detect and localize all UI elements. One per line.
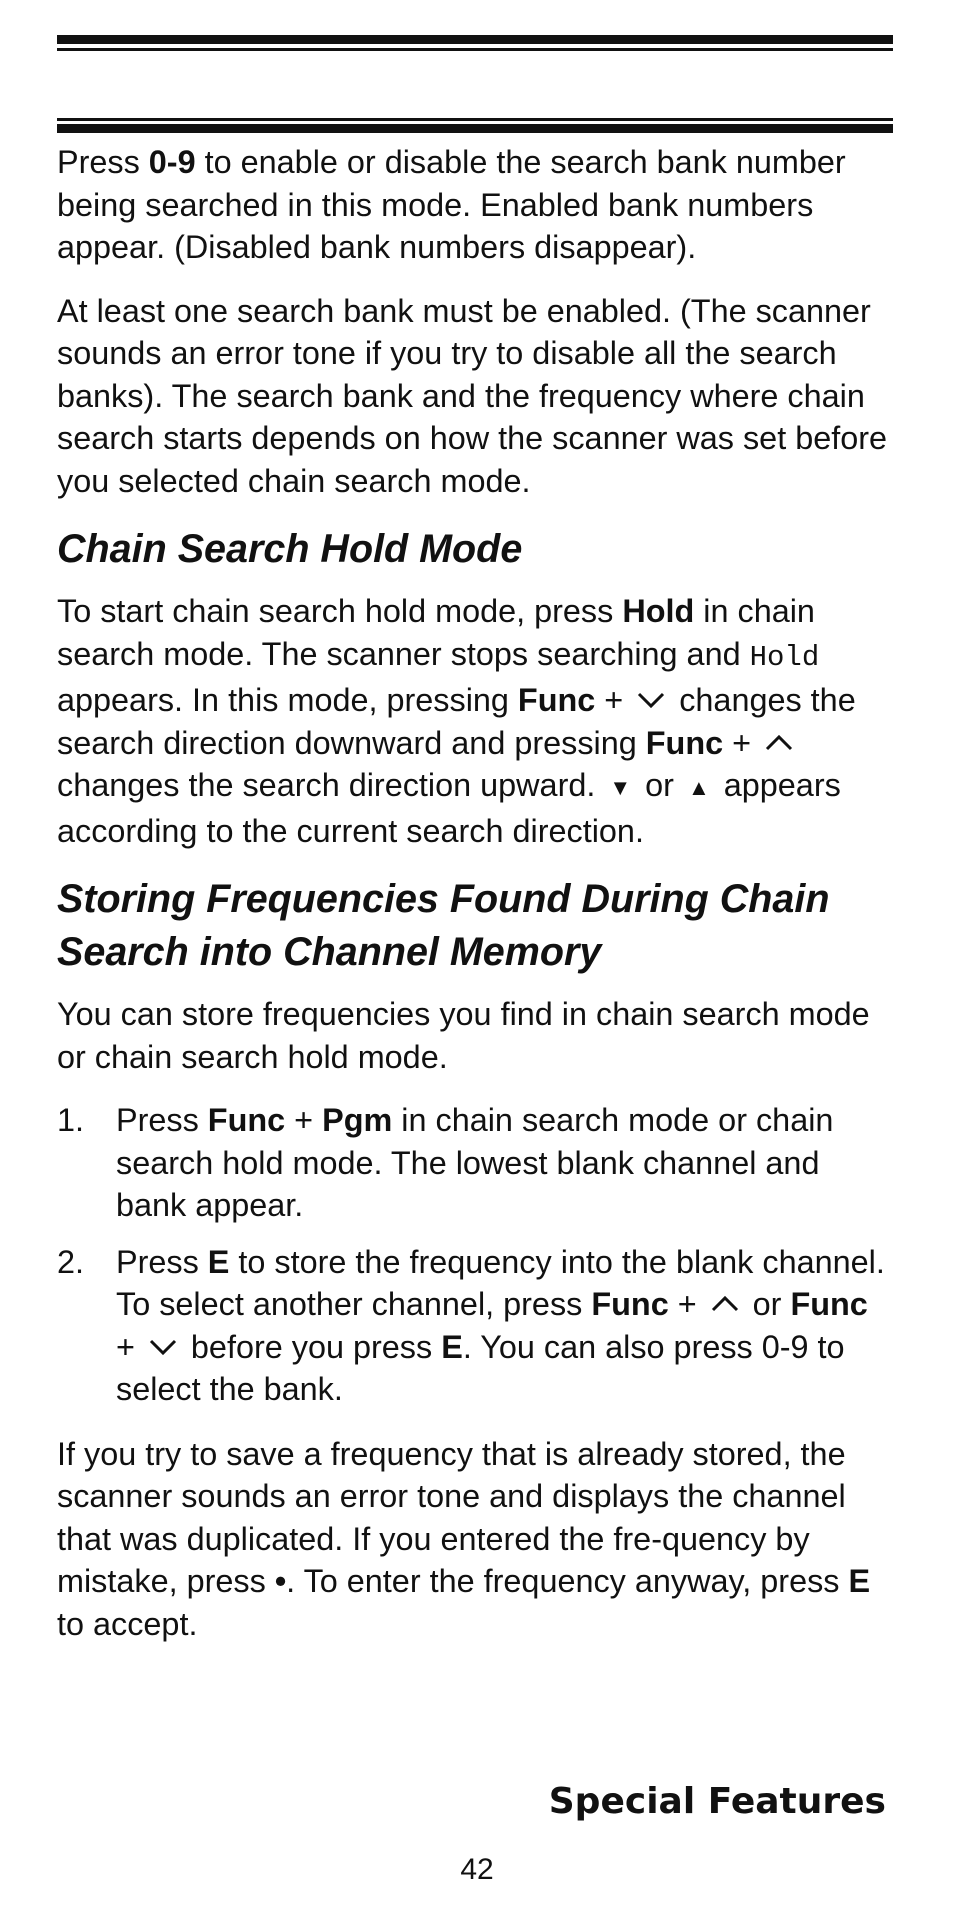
section-footer-title: Special Features (548, 1781, 886, 1822)
text: to enable or disable the search bank number being searched in this mode. Enabled bank numbers appear. (Disabled bank numbers disappear). (57, 144, 846, 265)
text: + (595, 682, 633, 718)
text: + (668, 1286, 706, 1322)
chevron-down-icon (632, 687, 670, 713)
paragraph-chain-search-hold (57, 590, 893, 852)
text: . To enter the frequency anyway, press (286, 1563, 849, 1599)
step-number: 1. (57, 1102, 85, 1138)
text: + (723, 724, 761, 761)
key-label: Func (591, 1286, 669, 1322)
list-item (57, 1241, 893, 1411)
key-label: Func (645, 724, 724, 761)
list-item (57, 1099, 893, 1227)
text: before you press (181, 1328, 442, 1365)
header-rule-thick (57, 35, 893, 44)
text: changes the search direction upward. (57, 767, 605, 803)
text: changes the search direction downward and pressing (57, 682, 856, 761)
text: Press (116, 1102, 208, 1138)
dot-key-icon: • (274, 1563, 287, 1599)
paragraph-at-least-one-bank: At least one search bank must be enabled. (The scanner sounds an error tone if you try to disable all the search banks). The search bank and the frequency where chain search starts depends on how the scanner was set before you selected chain search mode. (57, 292, 888, 499)
text: . You can also press 0-9 to select the bank. (116, 1328, 845, 1407)
triangle-up-icon: ▲ (687, 775, 710, 800)
step-number: 2. (57, 1243, 85, 1280)
paragraph-enable-banks (57, 141, 893, 269)
text: Press (57, 144, 149, 180)
text: + (285, 1102, 323, 1138)
paragraph-store-intro: You can store frequencies you find in chain search mode or chain search hold mode. (57, 996, 870, 1075)
key-label: E (848, 1563, 871, 1599)
text: in chain search mode or chain search hold mode. The lowest blank channel and bank appear. (116, 1102, 834, 1223)
paragraph-duplicate-frequency (57, 1433, 893, 1646)
key-label: 0-9 (148, 144, 196, 180)
text: or (636, 767, 683, 803)
chevron-up-icon (760, 730, 798, 756)
chevron-down-icon (144, 1334, 182, 1360)
key-label: E (207, 1243, 230, 1280)
text: + (116, 1328, 144, 1365)
page-number: 42 (460, 1853, 494, 1886)
key-label: Func (517, 682, 596, 718)
text: to accept. (57, 1605, 198, 1642)
key-label: Func (207, 1102, 286, 1138)
header-rule-thick-2 (57, 124, 893, 133)
key-label: Pgm (322, 1102, 393, 1138)
text: in chain search mode. The scanner stops searching and (57, 593, 815, 672)
header-rule-thin-2 (57, 118, 893, 121)
header-rule-thin (57, 48, 893, 51)
chevron-up-icon (706, 1291, 744, 1317)
text: appears according to the current search direction. (57, 767, 841, 849)
display-text: Hold (749, 640, 820, 674)
text: to store the frequency into the blank channel. To select another channel, press (116, 1243, 885, 1322)
text: appears. In this mode, pressing (57, 682, 518, 718)
text: If you try to save a frequency that is already stored, the scanner sounds an error tone and displays the channel that was duplicated. If you entered the fre-quency by mistake, press (57, 1435, 846, 1599)
section-heading-storing-frequencies: Storing Frequencies Found During Chain Search into Channel Memory (57, 877, 830, 974)
text: or (743, 1286, 791, 1322)
key-label: Hold (622, 593, 695, 629)
text: Press (116, 1243, 208, 1280)
key-label: E (441, 1328, 463, 1365)
section-heading-chain-search-hold: Chain Search Hold Mode (57, 527, 523, 571)
page-body (57, 141, 893, 1666)
triangle-down-icon: ▼ (609, 775, 632, 800)
steps-list (57, 1099, 893, 1411)
text: To start chain search hold mode, press (57, 593, 623, 629)
key-label: Func (790, 1286, 868, 1322)
